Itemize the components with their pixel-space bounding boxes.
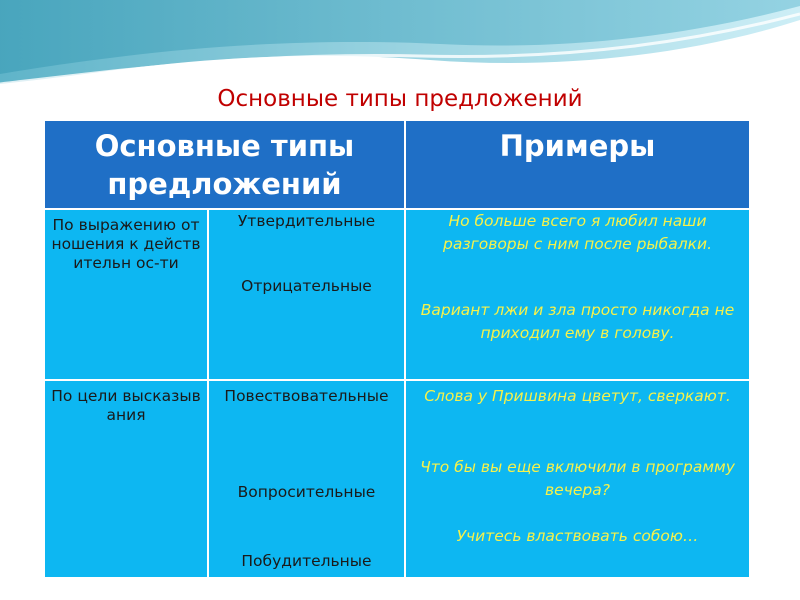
example-imperative: Учитесь властвовать собою… — [456, 527, 699, 545]
sentence-types-table — [44, 120, 750, 578]
slide-title: Основные типы предложений — [217, 86, 583, 112]
type-declarative: Повествовательные — [224, 387, 389, 405]
row2-examples-cell — [405, 380, 750, 578]
header-examples: Примеры — [405, 120, 750, 209]
example-declarative: Слова у Пришвина цветут, сверкают. — [424, 387, 731, 405]
header-types: Основные типы предложений — [44, 120, 405, 209]
type-affirmative: Утвердительные — [237, 212, 376, 230]
row2-criterion-cell — [44, 380, 208, 578]
example-affirmative: Но больше всего я любил наши разговоры с ним после рыбалки. — [442, 212, 713, 253]
example-negative: Вариант лжи и зла просто никогда не приходил ему в голову. — [420, 301, 735, 342]
header-wave-decoration — [0, 0, 800, 95]
example-interrogative: Что бы вы еще включили в программу вечера? — [420, 458, 735, 499]
row2-criterion: По цели высказывания — [51, 387, 201, 424]
type-interrogative: Вопросительные — [237, 483, 376, 501]
row1-criterion-cell — [44, 209, 208, 380]
type-negative: Отрицательные — [241, 277, 372, 295]
row1-examples-cell — [405, 209, 750, 380]
row1-types-cell — [208, 209, 405, 380]
row1-criterion: По выражению отношения к действительн ос-ти — [51, 216, 201, 272]
row2-types-cell — [208, 380, 405, 578]
type-imperative: Побудительные — [241, 552, 372, 570]
